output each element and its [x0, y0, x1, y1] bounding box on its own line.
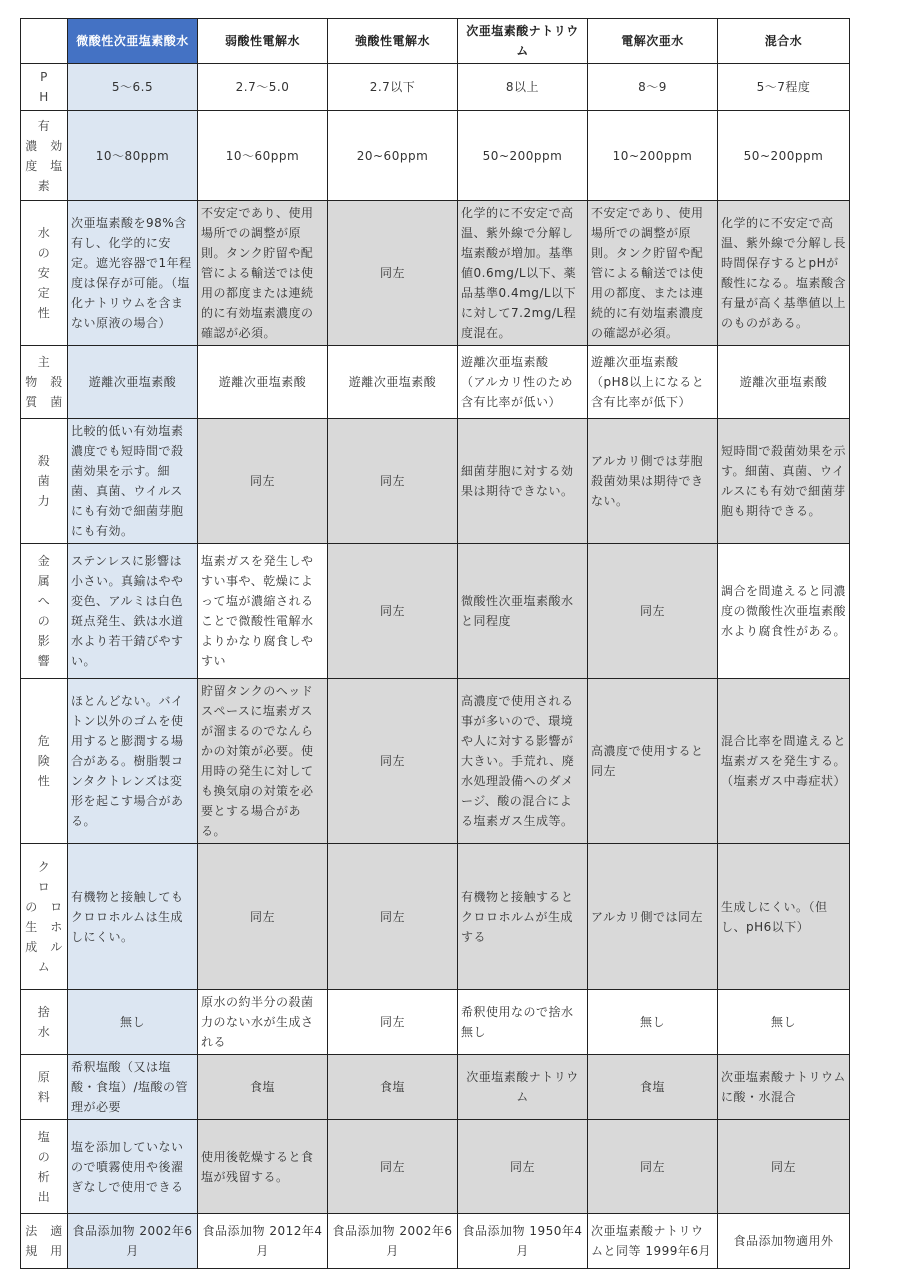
table-cell: 短時間で殺菌効果を示す。細菌、真菌、ウイルスにも有効で細菌芽胞も期待できる。	[718, 419, 850, 544]
table-cell: 食品添加物 2002年6月	[328, 1214, 458, 1269]
table-cell: 10〜60ppm	[198, 111, 328, 201]
row-label-waste: 捨 水	[21, 990, 68, 1055]
table-cell: 次亜塩素酸ナトリウムと同等 1999年6月	[588, 1214, 718, 1269]
row-label-material: 原 料	[21, 1055, 68, 1120]
row-label-power: 殺 菌 力	[21, 419, 68, 544]
table-cell: 同左	[328, 844, 458, 990]
table-cell: 化学的に不安定で高温、紫外線で分解し塩素酸が増加。基準値0.6mg/L以下、薬品基準0.4mg/L以下に対して7.2mg/L程度混在。	[458, 201, 588, 346]
header-weak-acid-electrolyzed: 弱酸性電解水	[198, 19, 328, 64]
table-cell: 同左	[588, 1120, 718, 1214]
table-cell: 50~200ppm	[718, 111, 850, 201]
table-cell: アルカリ側では芽胞殺菌効果は期待できない。	[588, 419, 718, 544]
table-cell: 塩を添加していないので噴霧使用や後濯ぎなしで使用できる	[68, 1120, 198, 1214]
table-cell: 無し	[588, 990, 718, 1055]
table-cell: 希釈塩酸（又は塩酸・食塩）/塩酸の管理が必要	[68, 1055, 198, 1120]
row-concentration	[21, 111, 850, 201]
table-cell: 遊離次亜塩素酸	[198, 346, 328, 419]
row-label-legal: 法 適 規 用	[21, 1214, 68, 1269]
table-cell: 高濃度で使用される事が多いので、環境や人に対する影響が大きい。手荒れ、廃水処理設備へのダメージ、酸の混合による塩素ガス生成等。	[458, 679, 588, 844]
header-row	[21, 19, 850, 64]
table-cell: 5〜6.5	[68, 64, 198, 111]
header-sodium-hypochlorite: 次亜塩素酸ナトリウム	[458, 19, 588, 64]
header-corner	[21, 19, 68, 64]
row-danger	[21, 679, 850, 844]
table-cell: 調合を間違えると同濃度の微酸性次亜塩素酸水より腐食性がある。	[718, 544, 850, 679]
table-cell: 原水の約半分の殺菌力のない水が生成される	[198, 990, 328, 1055]
table-cell: アルカリ側では同左	[588, 844, 718, 990]
row-label-chloroform: ク ロ の ロ 生 ホ 成 ル ム	[21, 844, 68, 990]
table-cell: 同左	[328, 201, 458, 346]
table-cell: 不安定であり、使用場所での調整が原則。タンク貯留や配管による輸送では使用の都度または連続的に有効塩素濃度の確認が必須。	[198, 201, 328, 346]
row-metal	[21, 544, 850, 679]
table-cell: 貯留タンクのヘッドスペースに塩素ガスが溜まるのでなんらかの対策が必要。使用時の発生に対しても換気扇の対策を必要とする場合がある。	[198, 679, 328, 844]
row-stability	[21, 201, 850, 346]
table-cell: 混合比率を間違えると塩素ガスを発生する。（塩素ガス中毒症状）	[718, 679, 850, 844]
table-cell: 使用後乾燥すると食塩が残留する。	[198, 1120, 328, 1214]
row-material	[21, 1055, 850, 1120]
table-cell: 同左	[328, 990, 458, 1055]
table-cell: 次亜塩素酸ナトリウムに酸・水混合	[718, 1055, 850, 1120]
table-cell: 食品添加物 2002年6月	[68, 1214, 198, 1269]
row-label-substance: 主 物 殺 質 菌	[21, 346, 68, 419]
table-cell: 50~200ppm	[458, 111, 588, 201]
row-power	[21, 419, 850, 544]
row-chloroform	[21, 844, 850, 990]
table-cell: 20~60ppm	[328, 111, 458, 201]
table-cell: 食品添加物適用外	[718, 1214, 850, 1269]
table-cell: 5〜7程度	[718, 64, 850, 111]
table-cell: 遊離次亜塩素酸	[328, 346, 458, 419]
table-cell: 同左	[198, 419, 328, 544]
header-strong-acid-electrolyzed: 強酸性電解水	[328, 19, 458, 64]
table-cell: 2.7以下	[328, 64, 458, 111]
table-cell: 10〜80ppm	[68, 111, 198, 201]
table-cell: 同左	[328, 679, 458, 844]
row-label-ph: P H	[21, 64, 68, 111]
row-label-salt: 塩 の 析 出	[21, 1120, 68, 1214]
table-cell: 次亜塩素酸ナトリウム	[458, 1055, 588, 1120]
table-cell: 次亜塩素酸を98%含有し、化学的に安定。遮光容器で1年程度は保存が可能。（塩化ナトリウムを含まない原液の場合）	[68, 201, 198, 346]
table-cell: 有機物と接触してもクロロホルムは生成しにくい。	[68, 844, 198, 990]
table-cell: 有機物と接触するとクロロホルムが生成する	[458, 844, 588, 990]
table-cell: 塩素ガスを発生しやすい事や、乾燥によって塩が濃縮されることで微酸性電解水よりかなり腐食しやすい	[198, 544, 328, 679]
table-cell: 食塩	[198, 1055, 328, 1120]
row-ph	[21, 64, 850, 111]
header-mixed-water: 混合水	[718, 19, 850, 64]
table-cell: 同左	[588, 544, 718, 679]
table-cell: 比較的低い有効塩素濃度でも短時間で殺菌効果を示す。細菌、真菌、ウイルスにも有効で細菌芽胞にも有効。	[68, 419, 198, 544]
table-cell: 食塩	[328, 1055, 458, 1120]
table-cell: ステンレスに影響は小さい。真鍮はやや変色、アルミは白色斑点発生、鉄は水道水より若干錆びやすい。	[68, 544, 198, 679]
row-salt	[21, 1120, 850, 1214]
table-cell: 同左	[198, 844, 328, 990]
table-cell: 10~200ppm	[588, 111, 718, 201]
header-electrolyzed-hypochlorite: 電解次亜水	[588, 19, 718, 64]
table-cell: 遊離次亜塩素酸	[68, 346, 198, 419]
table-cell: 食塩	[588, 1055, 718, 1120]
table-cell: 食品添加物 2012年4月	[198, 1214, 328, 1269]
table-cell: ほとんどない。バイトン以外のゴムを使用すると膨潤する場合がある。樹脂製コンタクトレンズは変形を起こす場合がある。	[68, 679, 198, 844]
table-cell: 細菌芽胞に対する効果は期待できない。	[458, 419, 588, 544]
table-cell: 8以上	[458, 64, 588, 111]
comparison-table	[20, 18, 850, 1269]
table-cell: 遊離次亜塩素酸 （pH8以上になると含有比率が低下）	[588, 346, 718, 419]
table-cell: 同左	[328, 1120, 458, 1214]
table-cell: 同左	[458, 1120, 588, 1214]
table-cell: 同左	[718, 1120, 850, 1214]
row-label-concentration: 有 濃 効 度 塩 素	[21, 111, 68, 201]
table-cell: 同左	[328, 544, 458, 679]
table-cell: 8〜9	[588, 64, 718, 111]
table-cell: 希釈使用なので捨水無し	[458, 990, 588, 1055]
table-cell: 食品添加物 1950年4月	[458, 1214, 588, 1269]
table-cell: 無し	[718, 990, 850, 1055]
table-cell: 微酸性次亜塩素酸水と同程度	[458, 544, 588, 679]
table-cell: 高濃度で使用すると同左	[588, 679, 718, 844]
row-label-danger: 危 険 性	[21, 679, 68, 844]
table-cell: 無し	[68, 990, 198, 1055]
row-substance	[21, 346, 850, 419]
table-cell: 化学的に不安定で高温、紫外線で分解し長時間保存するとpHが酸性になる。塩素酸含有量が高く基準値以上のものがある。	[718, 201, 850, 346]
table-cell: 同左	[328, 419, 458, 544]
table-cell: 生成しにくい。（但し、pH6以下）	[718, 844, 850, 990]
header-hypochlorous-water: 微酸性次亜塩素酸水	[68, 19, 198, 64]
table-cell: 遊離次亜塩素酸 （アルカリ性のため含有比率が低い）	[458, 346, 588, 419]
row-waste	[21, 990, 850, 1055]
row-legal	[21, 1214, 850, 1269]
row-label-metal: 金 属 へ の 影 響	[21, 544, 68, 679]
table-cell: 2.7〜5.0	[198, 64, 328, 111]
table-cell: 遊離次亜塩素酸	[718, 346, 850, 419]
row-label-stability: 水 の 安 定 性	[21, 201, 68, 346]
table-cell: 不安定であり、使用場所での調整が原則。タンク貯留や配管による輸送では使用の都度、または連続的に有効塩素濃度の確認が必須。	[588, 201, 718, 346]
